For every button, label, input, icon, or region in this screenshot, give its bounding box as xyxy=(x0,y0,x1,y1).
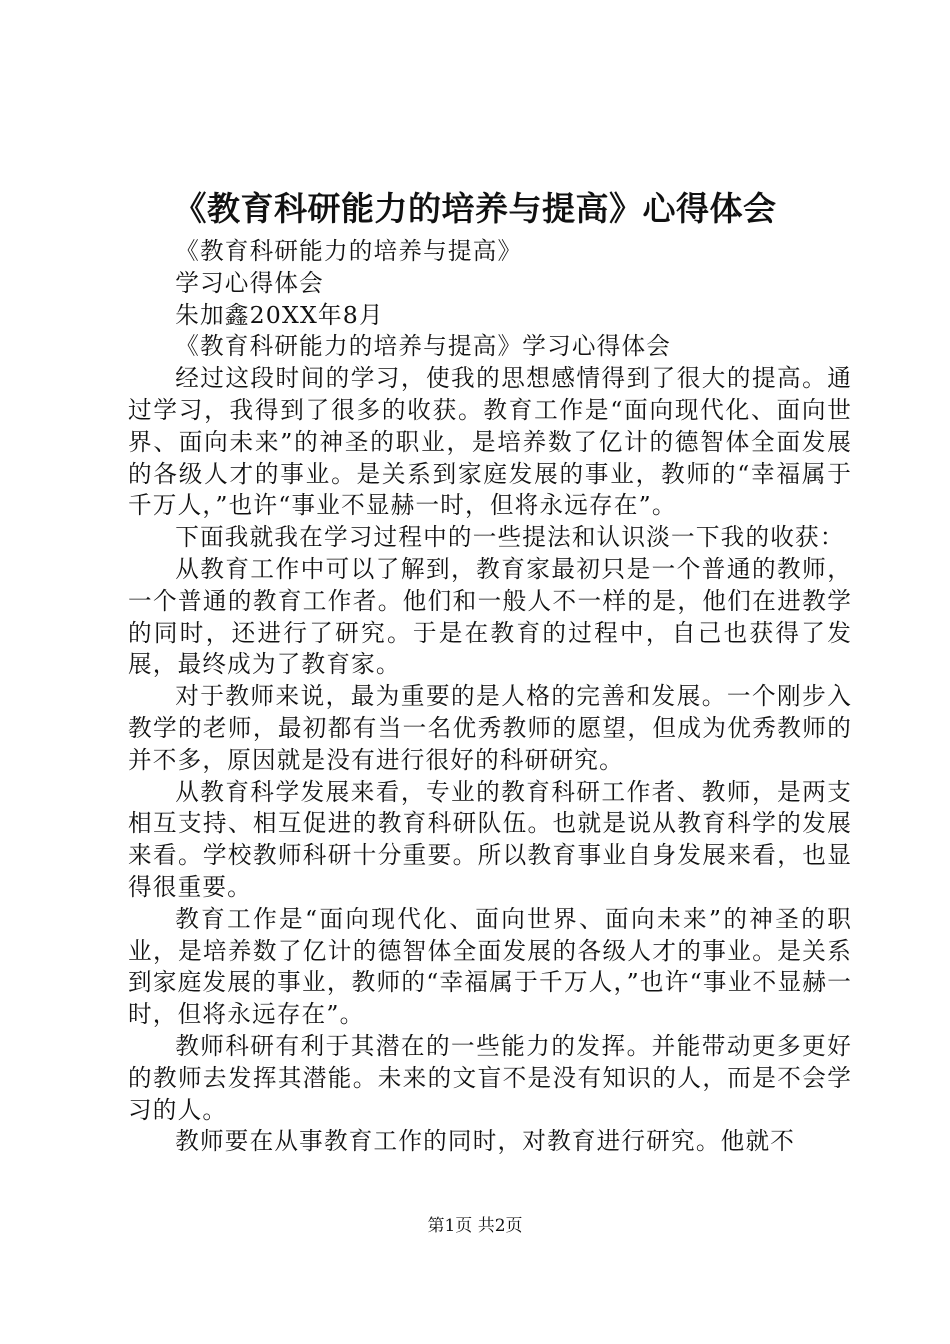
paragraph: 教育工作是“面向现代化、面向世界、面向未来”的神圣的职业，是培养数了亿计的德智体全面发展的各级人才的事业。是关系到家庭发展的事业，教师的“幸福属于千万人，”也许“事业不显赫一时，但将永远存在”。 xyxy=(128,904,852,1029)
paragraph: 教师科研有利于其潜在的一些能力的发挥。并能带动更多更好的教师去发挥其潜能。未来的文盲不是没有知识的人，而是不会学习的人。 xyxy=(128,1031,852,1124)
paragraph: 从教育科学发展来看，专业的教育科研工作者、教师，是两支相互支持、相互促进的教育科研队伍。也就是说从教育科学的发展来看。学校教师科研十分重要。所以教育事业自身发展来看，也显得很重要。 xyxy=(128,777,852,901)
paragraph: 从教育工作中可以了解到，教育家最初只是一个普通的教师，一个普通的教育工作者。他们和一般人不一样的是，他们在进教学的同时，还进行了研究。于是在教育的过程中，自己也获得了发展，最终成为了教育家。 xyxy=(128,554,852,679)
paragraph: 下面我就我在学习过程中的一些提法和认识淡一下我的收获： xyxy=(175,523,845,552)
paragraph: 对于教师来说，最为重要的是人格的完善和发展。一个刚步入教学的老师，最初都有当一名优秀教师的愿望，但成为优秀教师的并不多，原因就是没有进行很好的科研研究。 xyxy=(128,682,852,774)
document-title: 《教育科研能力的培养与提高》心得体会 xyxy=(173,189,777,228)
document-body xyxy=(128,236,852,1158)
paragraph: 经过这段时间的学习，使我的思想感情得到了很大的提高。通过学习，我得到了很多的收获。教育工作是“面向现代化、面向世界、面向未来”的神圣的职业，是培养数了亿计的德智体全面发展的各级人才的事业。是关系到家庭发展的事业，教师的“幸福属于千万人，”也许“事业不显赫一时，但将永远存在”。 xyxy=(128,364,852,520)
paragraph: 教师要在从事教育工作的同时，对教育进行研究。他就不 xyxy=(175,1127,796,1156)
page-footer: 第1页 共2页 xyxy=(427,1216,523,1236)
paragraph-subtitle-2: 学习心得体会 xyxy=(175,268,324,297)
paragraph-subtitle: 《教育科研能力的培养与提高》 xyxy=(175,237,523,265)
paragraph-heading: 《教育科研能力的培养与提高》学习心得体会 xyxy=(175,332,672,361)
paragraph-author-date: 朱加鑫20XX年8月 xyxy=(175,300,384,329)
